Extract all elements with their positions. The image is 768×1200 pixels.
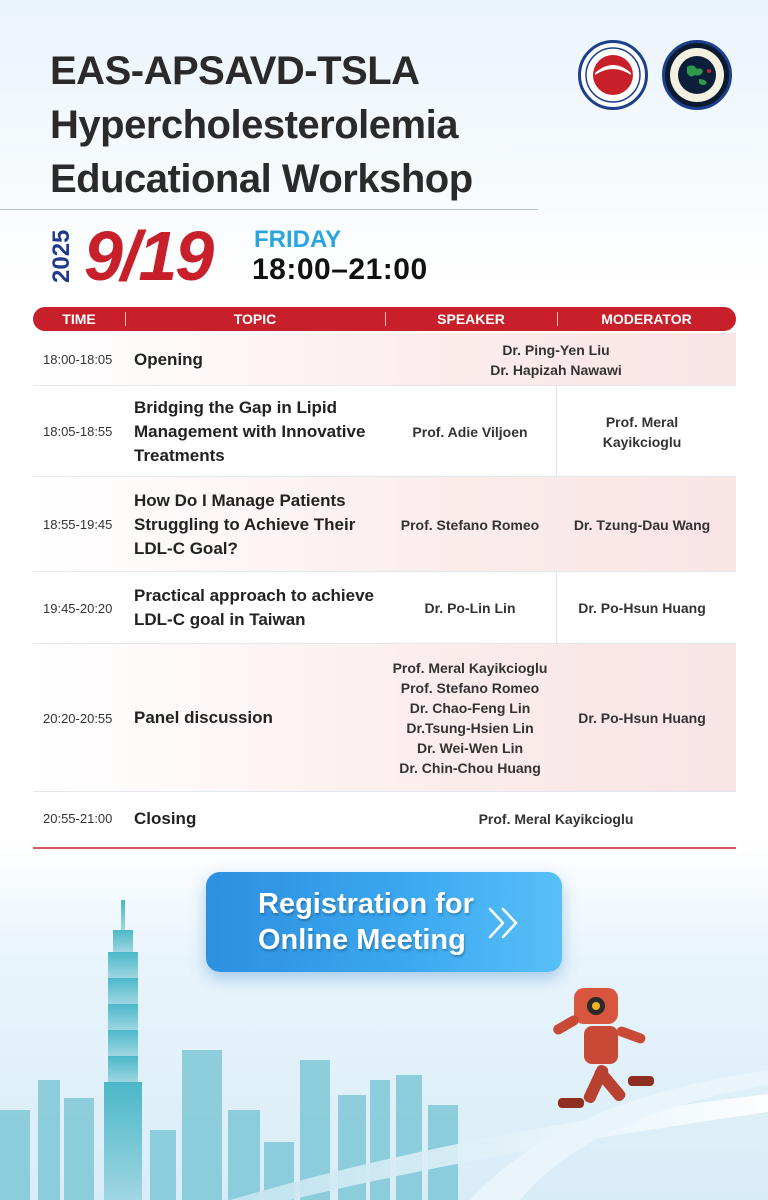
row-topic: Panel discussion <box>134 708 273 727</box>
speaker-name: Dr.Tsung-Hsien Lin <box>406 720 534 736</box>
event-date: 9/19 <box>84 217 213 295</box>
row-speaker-moderator-text: Dr. Ping-Yen Liu Dr. Hapizah Nawawi <box>490 341 622 378</box>
header-moderator: MODERATOR <box>601 311 692 327</box>
globe-icon <box>665 43 729 107</box>
speaker-list <box>393 658 548 778</box>
table-row <box>33 792 736 845</box>
event-weekday: FRIDAY <box>254 226 342 253</box>
speaker-name: Prof. Stefano Romeo <box>400 680 540 696</box>
table-row <box>33 386 736 477</box>
event-time: 18:00–21:00 <box>252 253 428 286</box>
page-title <box>50 44 570 206</box>
row-topic: Bridging the Gap in Lipid Management with Innovative Treatments <box>134 397 366 465</box>
row-time: 19:45-20:20 <box>43 600 113 616</box>
row-moderator: Dr. Po-Hsun Huang <box>578 710 706 726</box>
row-speaker: Dr. Po-Lin Lin <box>424 600 516 616</box>
row-moderator: Dr. Tzung-Dau Wang <box>573 516 711 533</box>
row-time: 20:55-21:00 <box>43 811 113 826</box>
tsla-emblem-icon <box>581 43 645 107</box>
title-line-1: EAS-APSAVD-TSLA <box>50 49 420 93</box>
header-speaker: SPEAKER <box>437 311 505 327</box>
speaker-name: Prof. Meral Kayikcioglu <box>392 660 548 676</box>
table-bottom-rule <box>33 847 736 849</box>
double-chevron-right-icon <box>486 906 522 940</box>
table-row <box>33 572 736 644</box>
row-topic: Practical approach to achieve LDL-C goal in Taiwan <box>134 586 374 629</box>
header-divider <box>0 209 538 210</box>
row-time: 18:55-19:45 <box>43 517 113 532</box>
row-topic: Opening <box>134 349 203 369</box>
row-moderator: Dr. Po-Hsun Huang <box>578 600 706 616</box>
logo-group <box>578 40 732 110</box>
register-online-meeting-button[interactable] <box>206 872 562 972</box>
speaker-name: Dr. Chin-Chou Huang <box>399 760 541 776</box>
row-time: 18:00-18:05 <box>43 352 113 367</box>
table-row <box>33 477 736 572</box>
header-topic: TOPIC <box>233 311 277 327</box>
title-line-2: Hypercholesterolemia <box>50 103 458 147</box>
tsla-logo <box>578 40 648 110</box>
register-button-label <box>258 886 488 958</box>
row-time: 18:05-18:55 <box>43 424 113 439</box>
header-time: TIME <box>62 311 96 327</box>
event-year: 2025 <box>48 229 75 283</box>
row-time: 20:20-20:55 <box>43 710 113 726</box>
row-speakers <box>385 644 555 792</box>
apsavd-logo <box>662 40 732 110</box>
robot-illustration <box>551 988 654 1108</box>
register-label-line-1: Registration for <box>258 888 474 920</box>
title-line-3: Educational Workshop <box>50 157 473 201</box>
speaker-name: Dr. Wei-Wen Lin <box>416 740 524 756</box>
row-speaker-moderator: Prof. Meral Kayikcioglu <box>478 810 634 827</box>
row-speaker: Prof. Adie Viljoen <box>412 423 528 440</box>
row-topic: Closing <box>134 808 197 828</box>
table-row <box>33 644 736 792</box>
row-speaker-moderator <box>385 333 727 386</box>
row-speaker: Prof. Stefano Romeo <box>400 516 540 533</box>
register-label-line-2: Online Meeting <box>258 924 466 956</box>
table-row <box>33 333 736 386</box>
speaker-name: Dr. Chao-Feng Lin <box>409 700 531 716</box>
row-topic: How Do I Manage Patients Struggling to Achieve Their LDL-C Goal? <box>134 490 356 558</box>
row-moderator-text: Prof. Meral Kayikcioglu <box>602 413 682 450</box>
table-header <box>33 307 736 331</box>
row-moderator <box>557 386 727 477</box>
